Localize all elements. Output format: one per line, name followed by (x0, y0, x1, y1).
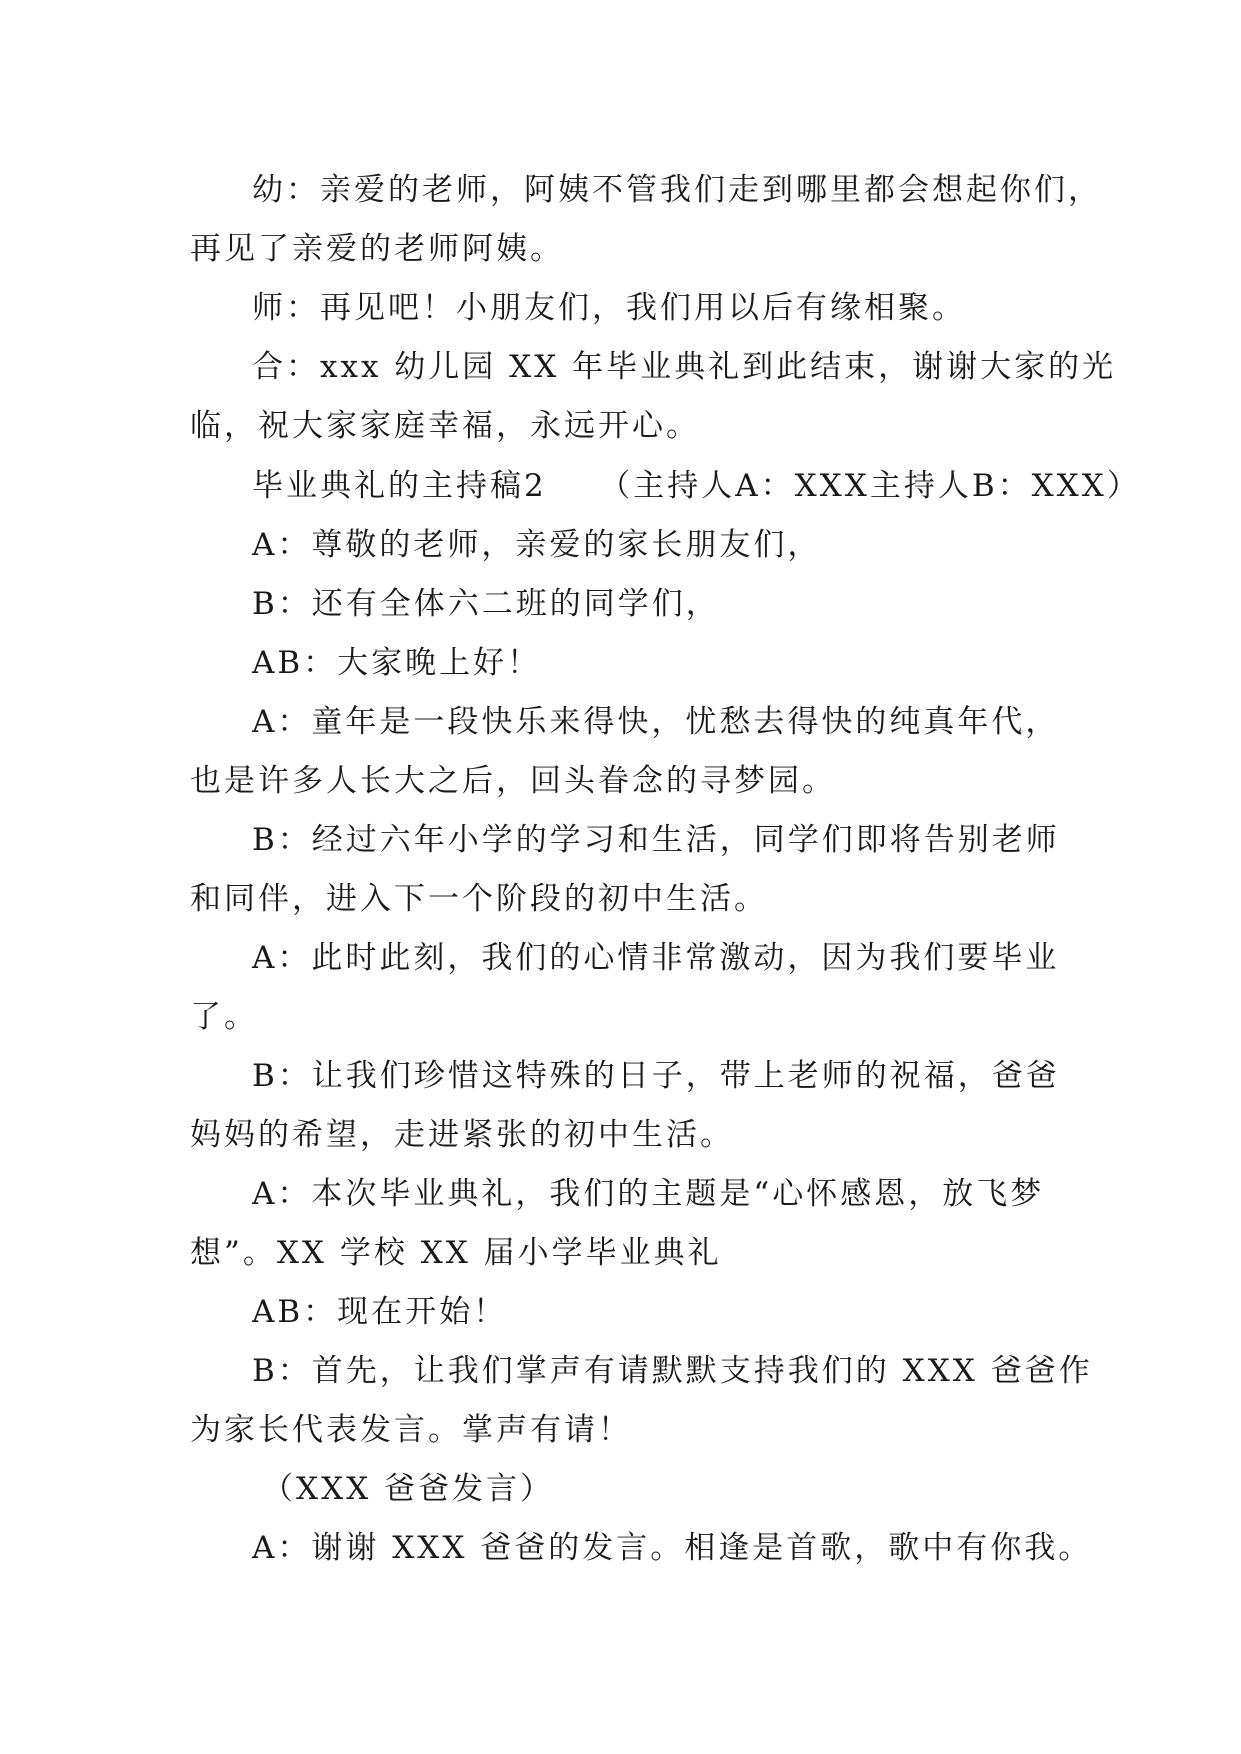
text-line: B：经过六年小学的学习和生活，同学们即将告别老师 (252, 822, 1060, 858)
text-line: A：此时此刻，我们的心情非常激动，因为我们要毕业 (252, 940, 1060, 976)
text-line: B：让我们珍惜这特殊的日子，带上老师的祝福，爸爸 (252, 1058, 1060, 1094)
text-line: 幼：亲爱的老师，阿姨不管我们走到哪里都会想起你们， (252, 172, 1102, 208)
text-line: A：童年是一段快乐来得快，忧愁去得快的纯真年代， (252, 704, 1060, 740)
text-line: 再见了亲爱的老师阿姨。 (190, 231, 564, 267)
text-line: 为家长代表发言。掌声有请！ (190, 1412, 632, 1448)
text-line: 合：xxx 幼儿园 XX 年毕业典礼到此结束，谢谢大家的光 (252, 349, 1117, 385)
text-line: AB：现在开始！ (252, 1294, 508, 1330)
section-heading: 毕业典礼的主持稿2 （主持人A：XXX主持人B：XXX） (252, 468, 1141, 504)
text-line: B：首先，让我们掌声有请默默支持我们的 XXX 爸爸作 (252, 1353, 1093, 1389)
text-line: 想”。XX 学校 XX 届小学毕业典礼 (190, 1235, 722, 1271)
text-line: 了。 (190, 999, 258, 1035)
text-line: 妈妈的希望，走进紧张的初中生活。 (190, 1117, 734, 1153)
text-line: AB：大家晚上好！ (252, 645, 542, 681)
text-line: A：尊敬的老师，亲爱的家长朋友们， (252, 527, 822, 563)
text-line: 也是许多人长大之后，回头眷念的寻梦园。 (190, 763, 836, 799)
text-line: （XXX 爸爸发言） (262, 1471, 555, 1507)
text-line: A：谢谢 XXX 爸爸的发言。相逢是首歌，歌中有你我。 (252, 1530, 1093, 1566)
text-line: A：本次毕业典礼，我们的主题是“心怀感恩，放飞梦 (252, 1176, 1045, 1212)
text-line: 师：再见吧！小朋友们，我们用以后有缘相聚。 (252, 290, 966, 326)
text-line: B：还有全体六二班的同学们， (252, 586, 720, 622)
text-line: 临，祝大家家庭幸福，永远开心。 (190, 408, 700, 444)
text-line: 和同伴，进入下一个阶段的初中生活。 (190, 881, 768, 917)
